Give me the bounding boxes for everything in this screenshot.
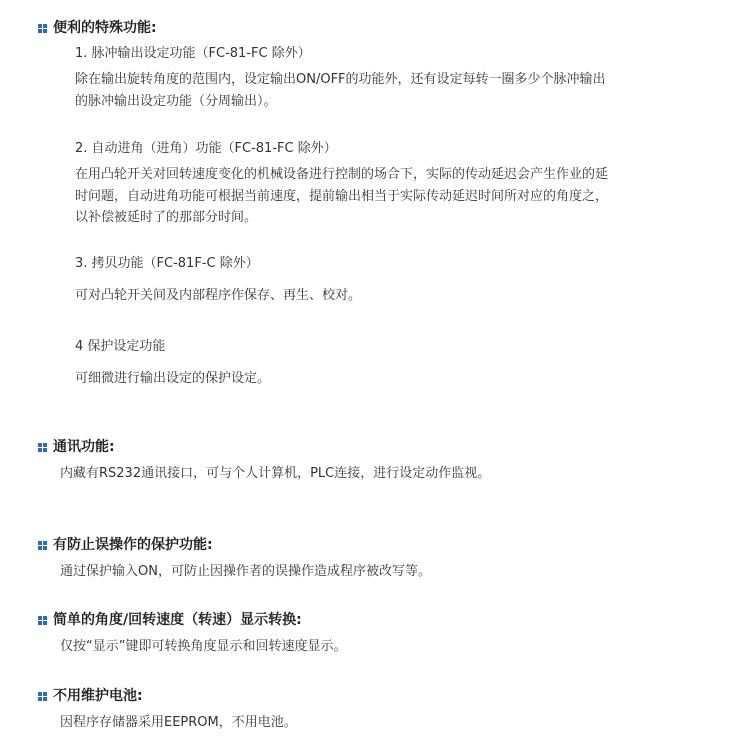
item-heading-protect-setting: 4 保护设定功能 [75, 339, 166, 354]
text-line: 内藏有RS232通讯接口，可与个人计算机，PLC连接，进行设定动作监视。 [60, 466, 491, 481]
text-line: 可细微进行输出设定的保护设定。 [75, 371, 271, 386]
item-heading-auto-advance: 2. 自动进角（进角）功能（FC-81-FC 除外） [75, 141, 337, 156]
section-title: 便利的特殊功能: [53, 20, 157, 36]
grid-bullet-icon [38, 616, 47, 625]
grid-bullet-icon [38, 541, 47, 550]
text-line: 通过保护输入ON，可防止因操作者的误操作造成程序被改写等。 [60, 564, 431, 579]
section-title: 有防止误操作的保护功能: [53, 537, 213, 553]
section-text-conversion [60, 636, 685, 658]
section-text-communication [60, 463, 685, 485]
section-title: 不用维护电池: [53, 688, 143, 704]
text-line: 时问题，自动进角功能可根据当前速度，提前输出相当于实际传动延迟时间所对应的角度之， [75, 188, 609, 204]
section-text-protection [60, 561, 685, 583]
text-line: 因程序存储器采用EEPROM，不用电池。 [60, 715, 297, 730]
item-text-copy [75, 285, 700, 307]
grid-bullet-icon [38, 443, 47, 452]
text-line: 以补偿被延时了的那部分时间。 [75, 210, 258, 225]
text-line: 的脉冲输出设定功能（分周输出）。 [75, 93, 277, 109]
section-title: 通讯功能: [53, 439, 115, 455]
item-text-pulse-output [75, 69, 700, 112]
section-title: 简单的角度/回转速度（转速）显示转换: [53, 612, 302, 628]
section-text-battery [60, 712, 685, 734]
grid-bullet-icon [38, 24, 47, 33]
grid-bullet-icon [38, 692, 47, 701]
item-heading-copy: 3. 拷贝功能（FC-81F-C 除外） [75, 256, 259, 271]
text-line: 在用凸轮开关对回转速度变化的机械设备进行控制的场合下，实际的传动延迟会产生作业的延 [75, 167, 609, 182]
item-heading-pulse-output: 1. 脉冲输出设定功能（FC-81-FC 除外） [75, 46, 311, 61]
text-line: 可对凸轮开关间及内部程序作保存、再生、校对。 [75, 288, 362, 303]
item-text-auto-advance [75, 164, 700, 229]
text-line: 仅按“显示”键即可转换角度显示和回转速度显示。 [60, 639, 347, 654]
item-text-protect-setting [75, 368, 700, 390]
text-line: 除在输出旋转角度的范围内，设定输出ON/OFF的功能外，还有设定每转一圈多少个脉冲输出 [75, 72, 606, 87]
